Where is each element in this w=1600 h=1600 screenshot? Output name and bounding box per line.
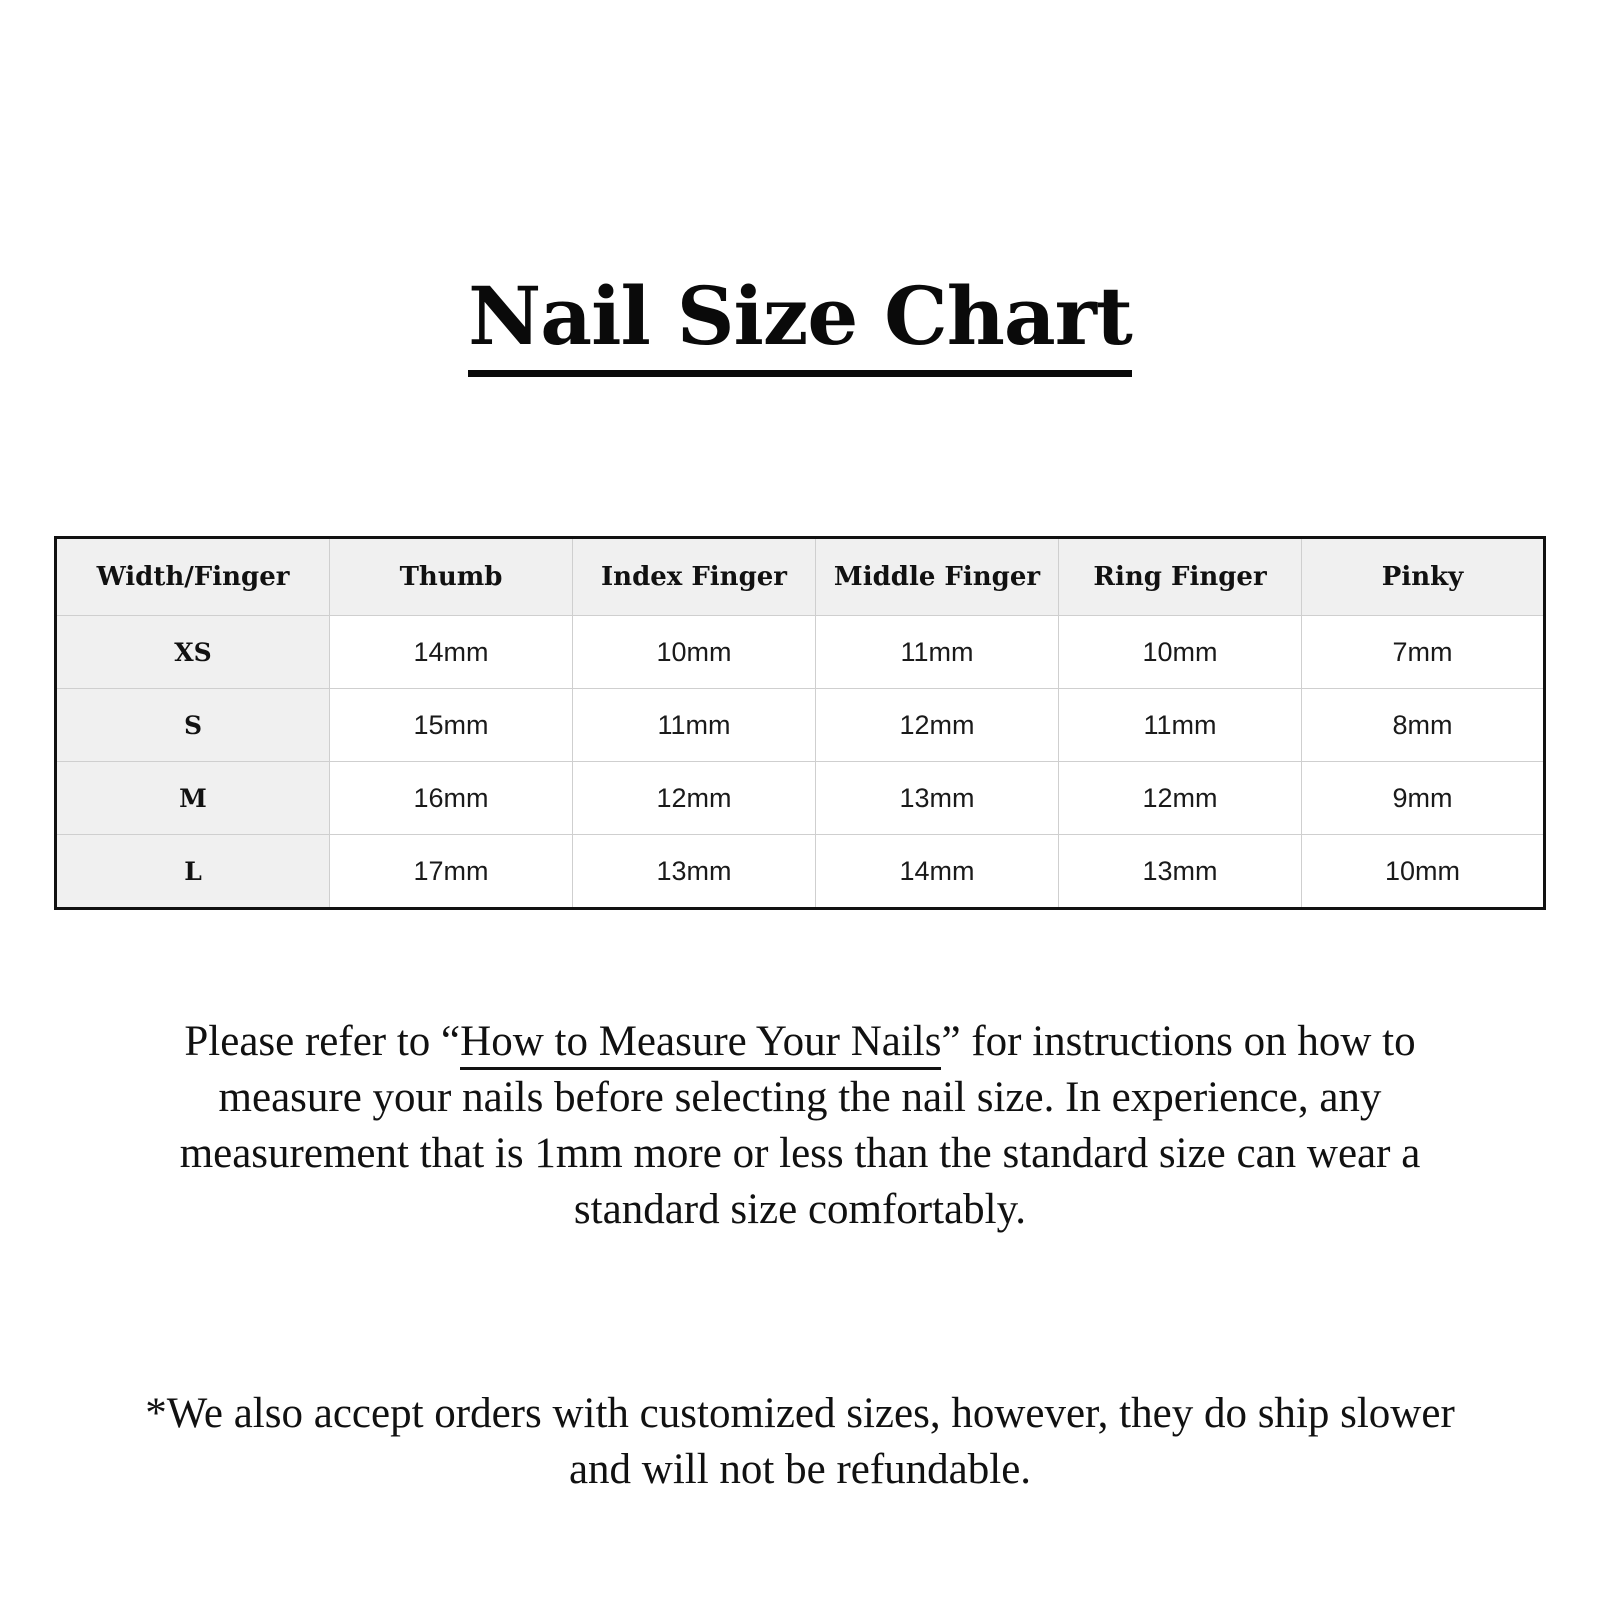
column-header-index-finger: Index Finger <box>573 538 816 616</box>
cell-ring-finger: 10mm <box>1059 616 1302 689</box>
table-body <box>56 616 1545 909</box>
table-row <box>56 689 1545 762</box>
cell-middle-finger: 13mm <box>816 762 1059 835</box>
column-header-pinky: Pinky <box>1302 538 1545 616</box>
note-custom-sizes: *We also accept orders with customized sizes, however, they do ship slower and will not be refundable. <box>145 1389 1455 1493</box>
cell-ring-finger: 11mm <box>1059 689 1302 762</box>
row-header-size: XS <box>56 616 330 689</box>
row-header-size: L <box>56 835 330 909</box>
nail-size-table <box>54 536 1546 910</box>
title-container <box>0 0 1600 430</box>
note-measure-instructions <box>120 1014 1480 1238</box>
cell-thumb: 15mm <box>330 689 573 762</box>
cell-index-finger: 11mm <box>573 689 816 762</box>
cell-pinky: 10mm <box>1302 835 1545 909</box>
table-row <box>56 616 1545 689</box>
cell-ring-finger: 12mm <box>1059 762 1302 835</box>
cell-index-finger: 13mm <box>573 835 816 909</box>
column-header-ring-finger: Ring Finger <box>1059 538 1302 616</box>
notes-section <box>120 1014 1480 1497</box>
cell-ring-finger: 13mm <box>1059 835 1302 909</box>
table-header-row <box>56 538 1545 616</box>
cell-pinky: 8mm <box>1302 689 1545 762</box>
cell-thumb: 17mm <box>330 835 573 909</box>
column-header-width-finger: Width/Finger <box>56 538 330 616</box>
cell-middle-finger: 12mm <box>816 689 1059 762</box>
table-header <box>56 538 1545 616</box>
column-header-thumb: Thumb <box>330 538 573 616</box>
cell-middle-finger: 11mm <box>816 616 1059 689</box>
note-text-after: ” for instructions on how to measure your nails before selecting the nail size. In experience, any measurement that is 1mm more or less than the standard size can wear a standard size comfortably. <box>179 1018 1421 1233</box>
size-table-container <box>54 536 1546 910</box>
cell-thumb: 16mm <box>330 762 573 835</box>
note-link-how-to-measure: How to Measure Your Nails <box>460 1018 941 1070</box>
row-header-size: M <box>56 762 330 835</box>
page-title: Nail Size Chart <box>468 276 1132 377</box>
cell-thumb: 14mm <box>330 616 573 689</box>
table-row <box>56 762 1545 835</box>
cell-middle-finger: 14mm <box>816 835 1059 909</box>
table-row <box>56 835 1545 909</box>
cell-pinky: 9mm <box>1302 762 1545 835</box>
column-header-middle-finger: Middle Finger <box>816 538 1059 616</box>
cell-pinky: 7mm <box>1302 616 1545 689</box>
notes-spacer <box>120 1281 1480 1343</box>
cell-index-finger: 12mm <box>573 762 816 835</box>
cell-index-finger: 10mm <box>573 616 816 689</box>
note-text-before: Please refer to “ <box>184 1018 461 1066</box>
row-header-size: S <box>56 689 330 762</box>
